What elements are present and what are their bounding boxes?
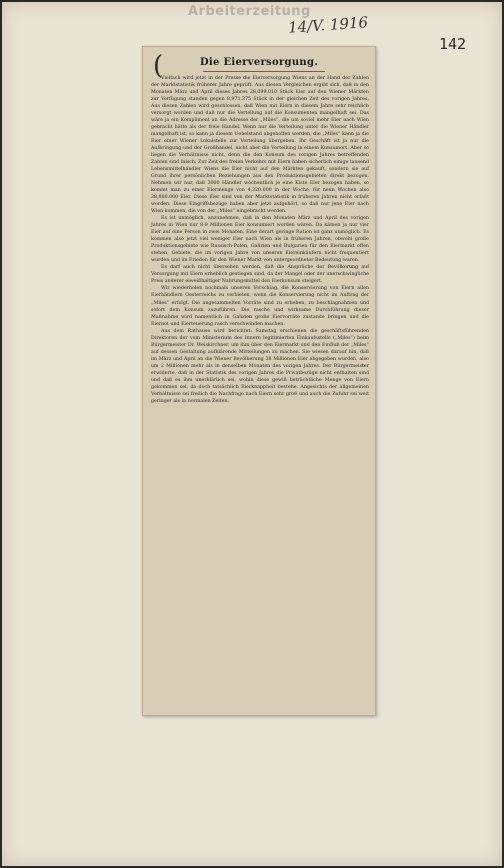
article-paragraph: Aus dem Rathause wird berichtet: Samstag erschienen die geschäftsführenden Direktoren der vom Ministerium des Innern legitimierten Einkaufsstelle („Miles“) beim Bürgermeister Dr. Weiskirchner, um ihm über den Eiermarkt und den Einfluß der „Miles“ auf dessen Gestaltung aufklärende Mitteilungen zu machen. Sie wiesen darauf hin, daß im März und April an die Wiener Bevölkerung 38 Millionen Eier abgegeben wurden, also um 2 Millionen mehr als in denselben Monaten des vorigen Jahres. Der Bürgermeister erwiderte, daß in der Statistik des vorigen Jahres die Privatbezüge nicht enthalten sind und daß es ihm unerklärlich sei, wohin diese gewiß beträchtliche Menge von Eiern gekommen sei, da doch tatsächlich Eierknappheit bestehe. Angesichts der allgemeinen Verhältnisse sei freilich die Nachfrage nach Eiern sehr groß und auch die Zufuhr sei weit geringer als in normalen Zeiten.	[151, 328, 369, 404]
clipping-title: Die Eierversorgung.	[199, 57, 319, 68]
bracket-mark-icon: (	[153, 51, 164, 81]
article-body	[151, 75, 369, 405]
article-paragraph: Es darf auch nicht übersehen werden, daß die Ansprüche der Bevölkerung auf Versorgung mit Eiern erheblich gestiegen sind, da der Mangel oder der unerschwingliche Preis anderer eiweißhaltiger Nahrungsmittel den Eierkonsum steigert.	[151, 265, 369, 285]
article-paragraph: Wir wiederholen nochmals unseren Vorschlag, die Konservierung von Eiern allen Eierhändlern Oesterreichs zu verbieten, wenn die Konservierung nicht im Auftrag der „Miles“ erfolgt. Die angesammelten Vorräte sind zu erheben, zu beschlagnahmen und sofort dem Konsum zuzuführen. Die rasche und wirksame Durchführung dieser Maßnahme wird namentlich in Galizien große Eiervorräte zustande bringen und die Eiernot und Eierteuerung rasch verschwinden machen.	[151, 286, 369, 327]
newspaper-stamp: Arbeiterzeitung	[188, 4, 311, 19]
article-paragraph: Vielfach wird jetzt in der Presse die Eierversorgung Wiens an der Hand der Zahlen der Marktstatistik früherer Jahre geprüft. Aus diesen Vergleichen ergibt sich, daß in den Monaten März und April dieses Jahres 28,099.010 Stück Eier auf den Wiener Märkten zur Verfügung standen gegen 8,971.375 Stück in der gleichen Zeit des vorigen Jahres. Aus diesen Zahlen wird geschlossen, daß Wien mit Eiern in diesem Jahre sehr reichlich versorgt worden und daß nur die Verteilung auf die Konsumenten mangelhaft sei. Das wäre ja ein Kompliment an die Adresse der „Miles“, die um soviel mehr Eier nach Wien gebracht hätte als der freie Handel. Wenn nur die Verteilung unter die Wiener Händler mangelhaft ist, so kann ja diesem Uebelstand abgeholfen werden, die „Miles“ kann ja die Eier einer Wiener Lokalstelle zur Verteilung übergeben. Ihr Geschäft ist ja nur die Aufbringung und der Großhandel, nicht aber die Verteilung in einem Kunsumort. Aber so liegen die Verhältnisse nicht, denn die den Konsum des vorigen Jahres betreffenden Zahlen sind falsch. Zur Zeit des freien Verkehrs mit Eiern haben sicherlich einige tausend Lebensmittelhändler Wiens die Eier nicht auf den Märkten gekauft, sondern sie auf Grund ihrer persönlichen Beziehungen aus den Produktionsgebieten direkt bezogen. Nehmen wir nur, daß 3000 Händler wöchentlich je eine Kiste Eier bezogen haben, so kommt man zu einer Eiermenge von 4,320.000 in der Woche, für neun Wochen also 38,880.000 Eier. Diese Eier sind von der Marktstatistik in früheren Jahren nicht erfaßt worden. Diese Eingriffsbezüge haben aber jetzt aufgehört, so daß nur jene Eier nach Wien kommen, die von der „Miles“ eingebracht werden.	[151, 76, 369, 215]
title-divider	[203, 71, 325, 72]
archive-sheet	[2, 2, 502, 866]
page-number: 142	[439, 35, 467, 53]
handwritten-date: 14/V. 1916	[287, 13, 369, 37]
article-paragraph: Es ist unmöglich, anzunehmen, daß in den Monaten März und April des vorigen Jahres in Wien nur 8-9 Millionen Eier konsumiert worden wären. Da kämen ja nur vier Eier auf eine Person in zwei Monaten. Eine derart geringe Ration ist ganz unmöglich. Es kommen also jetzt viel weniger Eier nach Wien als in früheren Jahren, obwohl große Produktionsgebiete wie Russisch-Polen, Galizien und Bulgarien für den Eiermarkt offen stehen, Gebiete, die im vorigen Jahre von unseren Eiereinkäufern nicht frequentiert wurden und im Frieden für den Wiener Markt von untergeordneter Bedeutung waren.	[151, 216, 369, 264]
newspaper-clipping	[142, 46, 376, 716]
